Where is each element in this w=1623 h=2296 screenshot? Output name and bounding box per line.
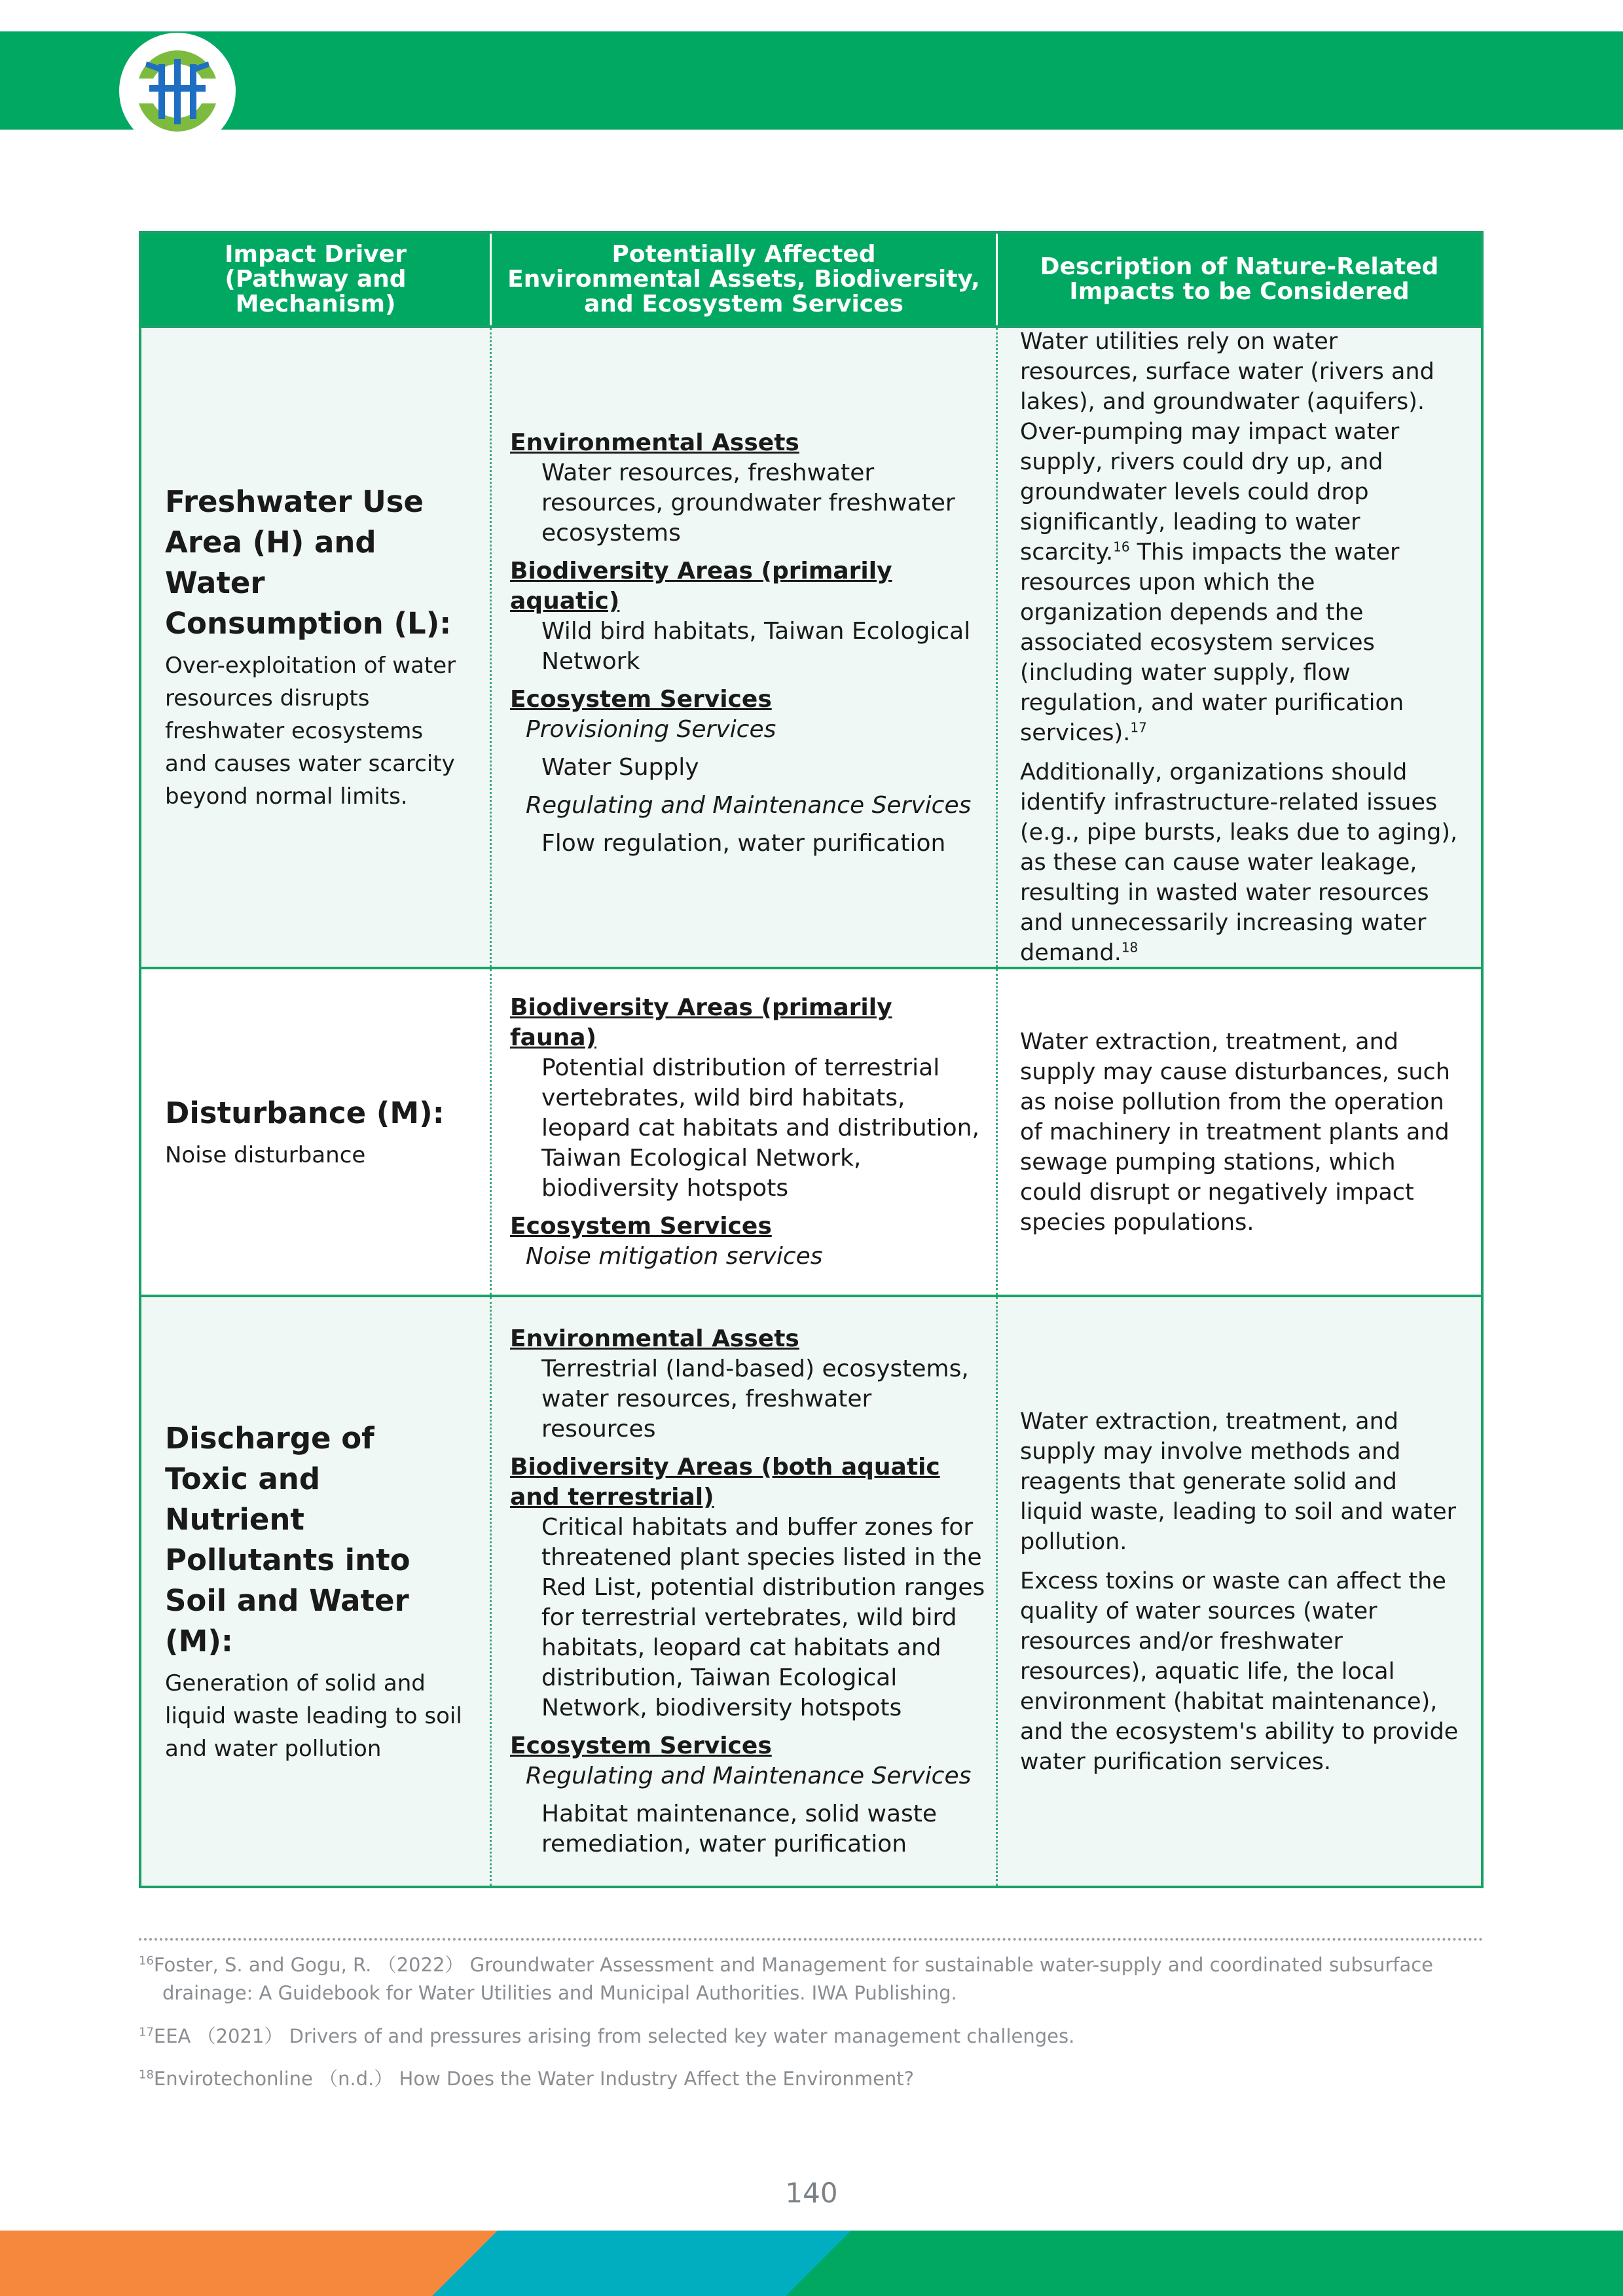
footnote-ref: 18: [1121, 939, 1139, 956]
section-heading: Environmental Assets: [510, 429, 799, 456]
footnote-divider: [139, 1938, 1484, 1941]
driver-cell: [141, 328, 492, 967]
assets-cell: [492, 969, 998, 1295]
table-row: [141, 967, 1481, 1295]
section-items: Potential distribution of terrestrial vertebrates, wild bird habitats, leopard cat habitats and distribution, Taiwan Ecological Network, biodiversity hotspots: [541, 1054, 979, 1202]
section-heading: Ecosystem Services: [510, 1212, 772, 1240]
driver-description: Over-exploitation of water resources disrupts freshwater ecosystems and causes water scarcity beyond normal limits.: [165, 653, 456, 810]
section-heading: Ecosystem Services: [510, 1732, 772, 1759]
table-row: [141, 325, 1481, 967]
footnote: $^{18}$Envirotechonline （n.d.） How Does the Water Industry Affect the Environment?: [139, 2068, 915, 2090]
section-heading: Biodiversity Areas (primarily aquatic): [510, 558, 892, 615]
description-paragraph: Excess toxins or waste can affect the quality of water sources (water resources and/or freshwater resources), aquatic life, the local environment (habitat maintenance), and the ecosystem's ability to provide water purification services.: [1020, 1568, 1459, 1775]
driver-description: Generation of solid and liquid waste leading to soil and water pollution: [165, 1670, 462, 1762]
driver-title: Discharge of Toxic and Nutrient Pollutants into Soil and Water (M):: [165, 1420, 410, 1659]
description-paragraph: Water extraction, treatment, and supply may cause disturbances, such as noise pollution from the operation of machinery in treatment plants and sewage pumping stations, which could disrupt or negatively impact species populations.: [1020, 1028, 1450, 1236]
assets-cell: [492, 328, 998, 967]
section-items: Habitat maintenance, solid waste remediation, water purification: [541, 1800, 938, 1857]
page-number: 140: [785, 2177, 838, 2209]
section-items: Wild bird habitats, Taiwan Ecological Network: [541, 618, 971, 675]
section-heading: Ecosystem Services: [510, 686, 772, 713]
driver-title: Freshwater Use Area (H) and Water Consumption (L):: [165, 484, 452, 641]
footnote: $^{16}$Foster, S. and Gogu, R. （2022） Groundwater Assessment and Management for sustainable water-supply and coordinated subsurface drainage: A Guidebook for Water Utilities and Municipal Authorities. IWA Publishing.: [139, 1954, 1434, 2004]
assets-cell: [492, 1297, 998, 1886]
driver-title: Disturbance (M):: [165, 1095, 445, 1130]
driver-description: Noise disturbance: [165, 1141, 366, 1168]
section-items: Water Supply: [541, 754, 699, 781]
description-paragraph: Water utilities rely on water resources, surface water (rivers and lakes), and groundwater (aquifers). Over-pumping may impact water supply, rivers could dry up, and groundwater levels could drop significantly, leading to water scarcity.$^{16}$ This impacts the water resources upon which the organization depends and the associated ecosystem services (including water supply, flow regulation, and water purification services).$^{17}$: [1020, 329, 1434, 746]
service-category: Noise mitigation services: [526, 1242, 823, 1270]
description-cell: [998, 1297, 1481, 1886]
section-items: Water resources, freshwater resources, groundwater freshwater ecosystems: [541, 459, 955, 547]
table-header: [141, 234, 1481, 325]
description-cell: [998, 969, 1481, 1295]
column-header-assets: Potentially Affected Environmental Assets, Biodiversity, and Ecosystem Services: [492, 234, 998, 325]
column-header-description: Description of Nature-Related Impacts to be Considered: [1040, 253, 1439, 305]
impact-table: [139, 231, 1484, 1888]
section-items: Flow regulation, water purification: [541, 830, 946, 857]
footnote-ref: 17: [1130, 719, 1147, 736]
table-row: [141, 1295, 1481, 1886]
column-header-driver: Impact Driver (Pathway and Mechanism): [141, 234, 492, 325]
top-header-band: [0, 31, 1623, 130]
section-items: Critical habitats and buffer zones for threatened plant species listed in the Red List, potential distribution ranges for terrestrial vertebrates, wild bird habitats, leopard cat habitats and distribution, Taiwan Ecological Network, biodiversity hotspots: [541, 1513, 985, 1721]
service-category: Provisioning Services: [526, 716, 776, 743]
service-category: Regulating and Maintenance Services: [526, 1762, 972, 1789]
section-heading: Environmental Assets: [510, 1325, 799, 1352]
driver-cell: [141, 969, 492, 1295]
description-cell: [998, 328, 1481, 967]
footnote: $^{17}$EEA （2021） Drivers of and pressures arising from selected key water management challenges.: [139, 2025, 1075, 2047]
organization-logo-icon: [119, 33, 236, 149]
description-paragraph: Water extraction, treatment, and supply may involve methods and reagents that generate solid and liquid waste, leading to soil and water pollution.: [1020, 1408, 1457, 1555]
section-heading: Biodiversity Areas (primarily fauna): [510, 994, 892, 1051]
footer-color-band: [0, 2231, 1623, 2296]
driver-cell: [141, 1297, 492, 1886]
description-paragraph: Additionally, organizations should identify infrastructure-related issues (e.g., pipe bursts, leaks due to aging), as these can cause water leakage, resulting in wasted water resources and unnecessarily increasing water demand.$^{18}$: [1020, 759, 1458, 966]
footnote-ref: 16: [1113, 539, 1130, 555]
section-items: Terrestrial (land-based) ecosystems, water resources, freshwater resources: [541, 1355, 969, 1443]
service-category: Regulating and Maintenance Services: [526, 792, 972, 819]
section-heading: Biodiversity Areas (both aquatic and terrestrial): [510, 1453, 940, 1511]
